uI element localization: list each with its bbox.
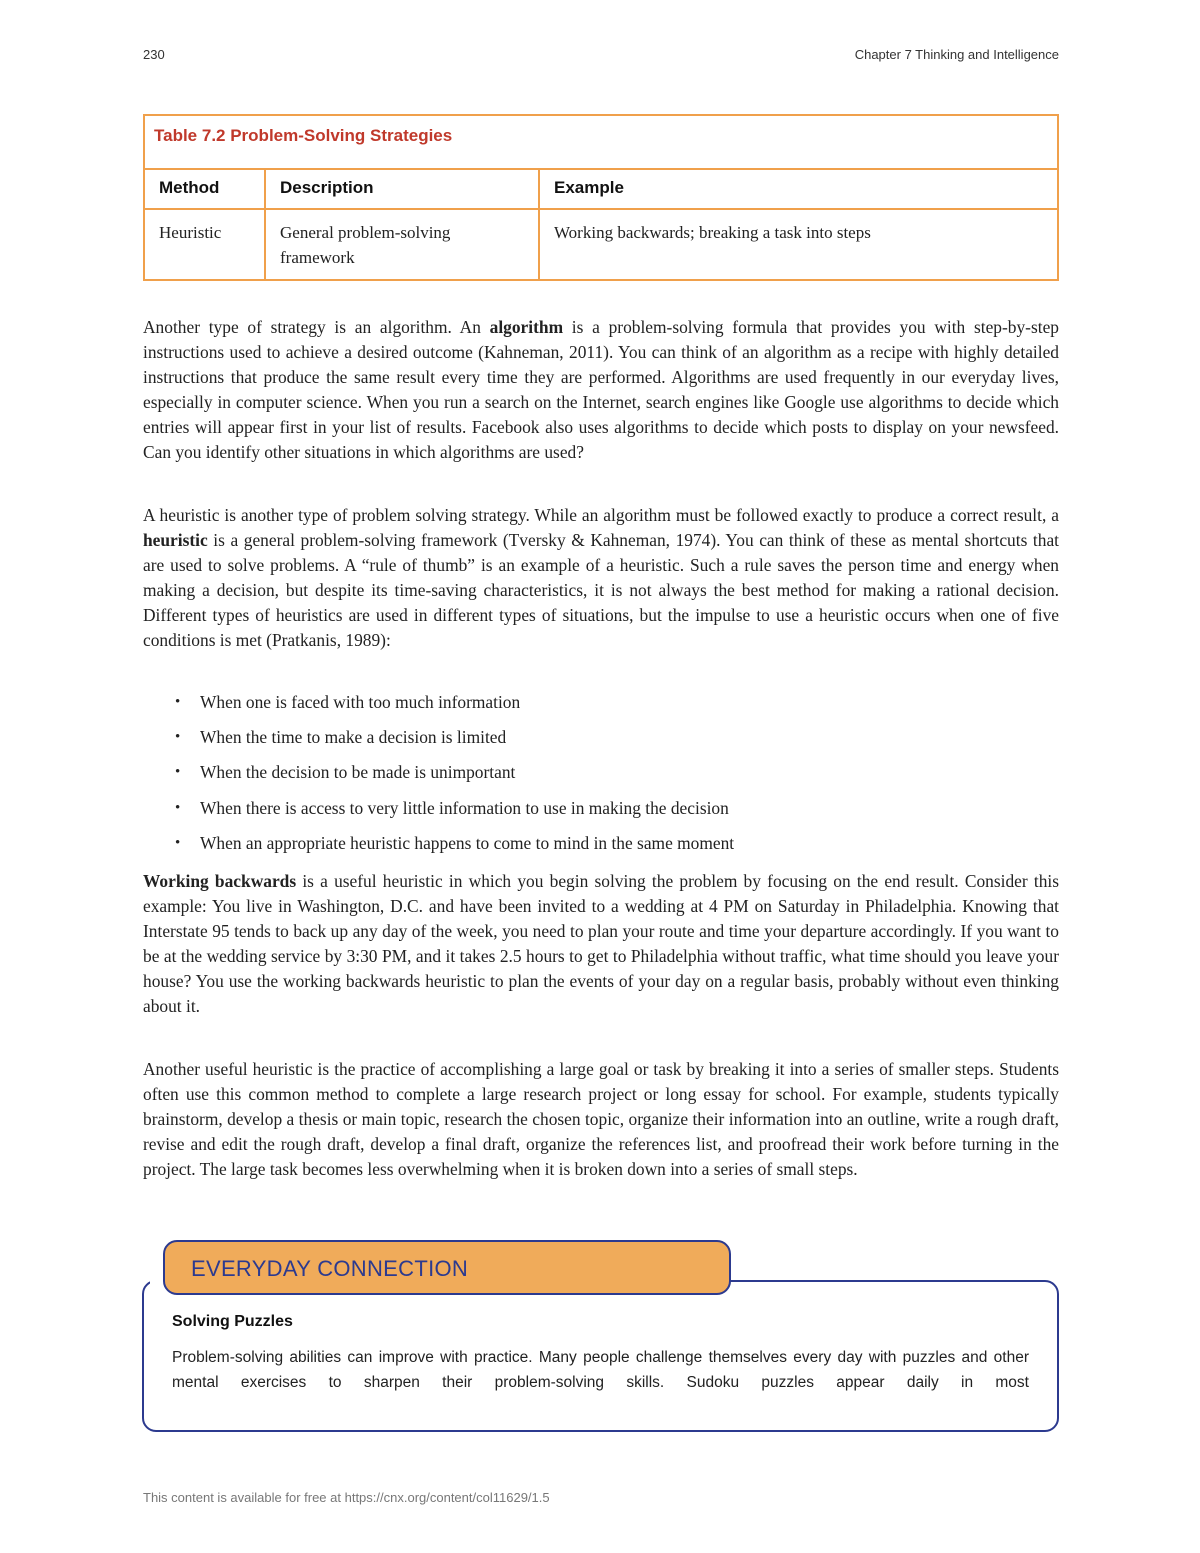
list-item: • When an appropriate heuristic happens to come to mind in the same moment xyxy=(170,831,734,866)
chapter-title: Chapter 7 Thinking and Intelligence xyxy=(854,47,1059,62)
text-run: Another type of strategy is an algorithm. An xyxy=(143,317,490,337)
table-caption: Table 7.2 Problem-Solving Strategies xyxy=(145,116,1057,170)
column-header-method: Method xyxy=(145,170,265,209)
text-run: is a problem-solving formula that provides you with step-by-step instructions used to achieve a desired outcome (Kahneman, 2011). You can think of an algorithm as a recipe with highly detailed instructions that produce the same result every time they are performed. Algorithms are used frequently in our everyday lives, especially in computer science. When you run a search on the Internet, search engines like Google use algorithms to decide which entries will appear first in your list of results. Facebook also uses algorithms to decide which posts to display on your newsfeed. Can you identify other situations in which algorithms are used? xyxy=(143,317,1059,463)
term-working-backwards: Working backwards xyxy=(143,871,297,891)
feature-subtitle: Solving Puzzles xyxy=(172,1313,293,1330)
text-run: is a general problem-solving framework (Tversky & Kahneman, 1974). You can think of these as mental shortcuts that are used to solve problems. A “rule of thumb” is an example of a heuristic. Such a rule saves the person time and energy when making a decision, but despite its time-saving characteristics, it is not always the best method for making a rational decision. Different types of heuristics are used in different types of situations, but the impulse to use a heuristic occurs when one of five conditions is met (Pratkanis, 1989): xyxy=(143,530,1059,651)
paragraph-working-backwards xyxy=(143,869,1059,1020)
list-item: • When one is faced with too much information xyxy=(170,690,734,725)
text-run: is a useful heuristic in which you begin solving the problem by focusing on the end result. Consider this example: You live in Washington, D.C. and have been invited to a wedding at 4 PM on Saturday in Philadelphia. Knowing that Interstate 95 tends to back up any day of the week, you need to plan your route and time your departure accordingly. If you want to be at the wedding service by 3:30 PM, and it takes 2.5 hours to get to Philadelphia without traffic, what time should you leave your house? You use the working backwards heuristic to plan the events of your day on a regular basis, probably without even thinking about it. xyxy=(143,871,1060,1017)
footer-note: This content is available for free at https://cnx.org/content/col11629/1.5 xyxy=(143,1490,550,1505)
list-item: • When there is access to very little information to use in making the decision xyxy=(170,796,734,831)
term-heuristic: heuristic xyxy=(143,530,208,551)
term-algorithm: algorithm xyxy=(489,317,564,337)
paragraph-heuristic xyxy=(143,503,1059,654)
feature-text: Problem-solving abilities can improve with practice. Many people challenge themselves every day with puzzles and other mental exercises to sharpen their problem-solving skills. Sudoku puzzles appear daily in most xyxy=(172,1349,1029,1391)
page-number: 230 xyxy=(143,47,165,62)
paragraph-breaking-into-steps xyxy=(143,1057,1059,1182)
strategies-table xyxy=(143,114,1059,281)
box-gap xyxy=(150,1276,164,1286)
list-item: • When the decision to be made is unimportant xyxy=(170,760,734,795)
table-header-row xyxy=(145,170,1057,209)
cell-method: Heuristic xyxy=(145,209,265,279)
paragraph-algorithm xyxy=(143,315,1059,466)
column-header-example: Example xyxy=(539,170,1057,209)
conditions-list xyxy=(170,690,734,866)
list-item: • When the time to make a decision is limited xyxy=(170,725,734,760)
everyday-connection-label: EVERYDAY CONNECTION xyxy=(191,1256,469,1281)
text-run: A heuristic is another type of problem solving strategy. While an algorithm must be followed exactly to produce a correct result, a xyxy=(143,505,1059,525)
text-run: Another useful heuristic is the practice of accomplishing a large goal or task by breaking it into a series of smaller steps. Students often use this common method to complete a large research project or long essay for school. For example, students typically brainstorm, develop a thesis or main topic, research the chosen topic, organize their information into an outline, write a rough draft, revise and edit the rough draft, develop a final draft, organize the references list, and proofread their work before turning in the project. The large task becomes less overwhelming when it is broken down into a series of small steps. xyxy=(143,1059,1059,1180)
column-header-description: Description xyxy=(265,170,539,209)
table-row xyxy=(145,209,1057,279)
cell-description: General problem-solving framework xyxy=(265,209,539,279)
cell-example: Working backwards; breaking a task into steps xyxy=(554,223,871,242)
